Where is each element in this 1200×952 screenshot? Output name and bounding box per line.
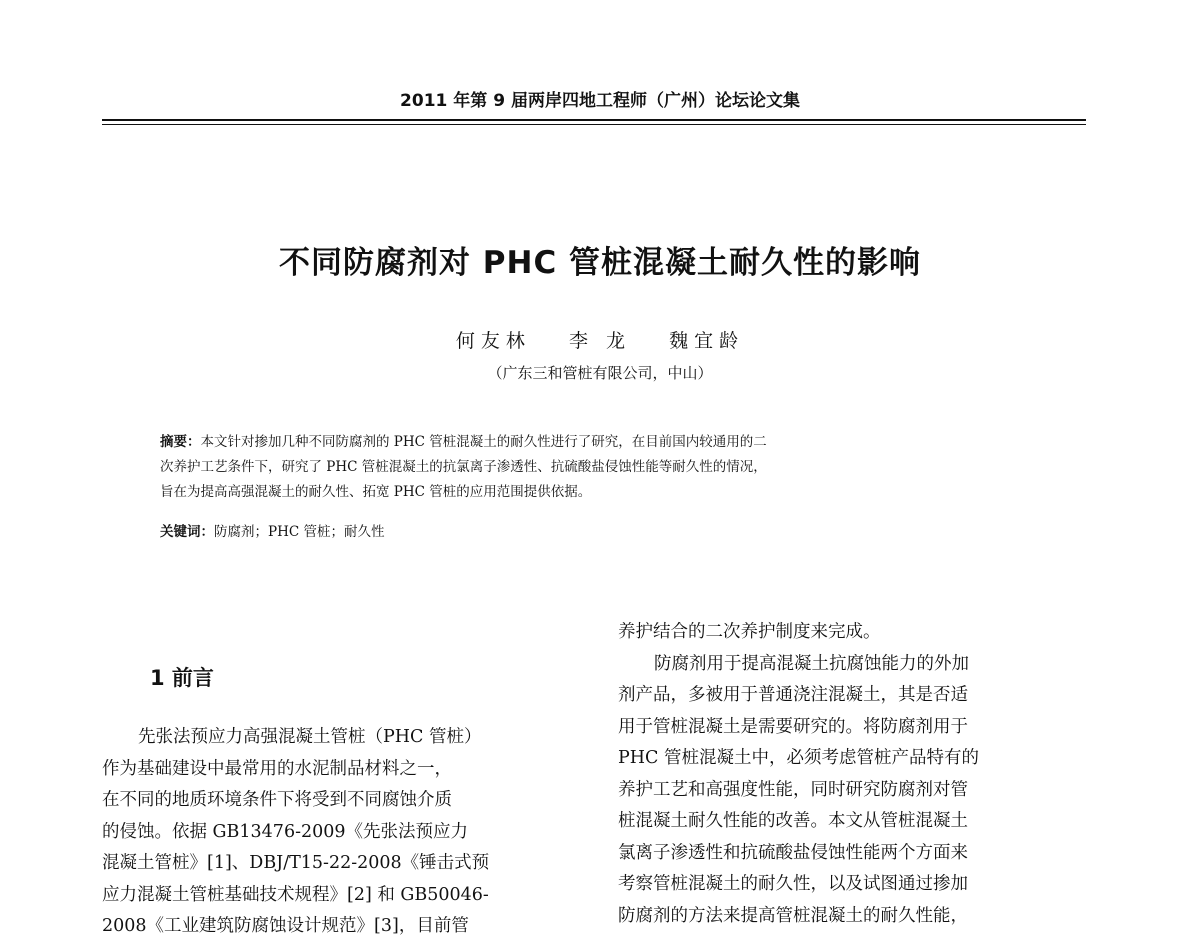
body-line: 混凝土管桩》[1]、DBJ/T15-22-2008《锤击式预 (102, 853, 490, 873)
author-name: 魏宜龄 (669, 330, 745, 352)
body-line: 桩混凝土耐久性能的改善。本文从管桩混凝土 (618, 811, 968, 831)
body-line: 用于管桩混凝土是需要研究的。将防腐剂用于 (618, 716, 968, 737)
body-line: 的侵蚀。依据 GB13476-2009《先张法预应力 (102, 821, 469, 842)
body-line: 在不同的地质环境条件下将受到不同腐蚀介质 (102, 790, 452, 810)
abstract-line: 次养护工艺条件下，研究了 PHC 管桩混凝土的抗氯离子渗透性、抗硫酸盐侵蚀性能等耐久性的情况， (160, 459, 767, 475)
keywords-label: 关键词： (160, 524, 214, 540)
body-line: 先张法预应力高强混凝土管桩（PHC 管桩） (138, 727, 482, 747)
body-line: 作为基础建设中最常用的水泥制品材料之一， (102, 758, 452, 779)
body-line: 防腐剂的方法来提高管桩混凝土的耐久性能， (618, 905, 968, 926)
body-line: 应力混凝土管桩基础技术规程》[2] 和 GB50046- (102, 884, 489, 905)
abstract-text: 本文针对掺加几种不同防腐剂的 PHC 管桩混凝土的耐久性进行了研究，在目前国内较通用的二 (200, 434, 767, 450)
body-left-column (102, 722, 582, 943)
abstract-line (160, 430, 1040, 455)
body-line: 2008《工业建筑防腐蚀设计规范》[3]，目前管 (102, 916, 469, 936)
body-line: 养护结合的二次养护制度来完成。 (618, 622, 881, 642)
affiliation: （广东三和管桩有限公司，中山） (487, 364, 713, 382)
body-line: 考察管桩混凝土的耐久性，以及试图通过掺加 (618, 874, 968, 894)
header-rule-thin (102, 124, 1086, 125)
author-name: 何友林 (455, 330, 531, 352)
body-line: 防腐剂用于提高混凝土抗腐蚀能力的外加 (654, 653, 969, 674)
body-line: 剂产品，多被用于普通浇注混凝土，其是否适 (618, 685, 968, 705)
abstract (160, 430, 1040, 505)
abstract-label: 摘要： (160, 434, 201, 450)
body-line: PHC 管桩混凝土中，必须考虑管桩产品特有的 (618, 748, 979, 768)
body-line: 氯离子渗透性和抗硫酸盐侵蚀性能两个方面来 (618, 842, 968, 863)
author-list (0, 326, 1200, 353)
author-name: 李 龙 (568, 330, 632, 352)
keywords-text: 防腐剂；PHC 管桩；耐久性 (214, 524, 385, 540)
keywords (160, 520, 384, 545)
header-rule-thick (102, 119, 1086, 121)
body-right-column (618, 617, 1093, 932)
abstract-line: 旨在为提高高强混凝土的耐久性、拓宽 PHC 管桩的应用范围提供依据。 (160, 484, 592, 500)
running-header: 2011 年第 9 届两岸四地工程师（广州）论坛论文集 (400, 91, 800, 111)
section-heading: 1 前言 (150, 666, 214, 690)
body-line: 养护工艺和高强度性能，同时研究防腐剂对管 (618, 779, 968, 800)
article-title: 不同防腐剂对 PHC 管桩混凝土耐久性的影响 (279, 245, 921, 281)
